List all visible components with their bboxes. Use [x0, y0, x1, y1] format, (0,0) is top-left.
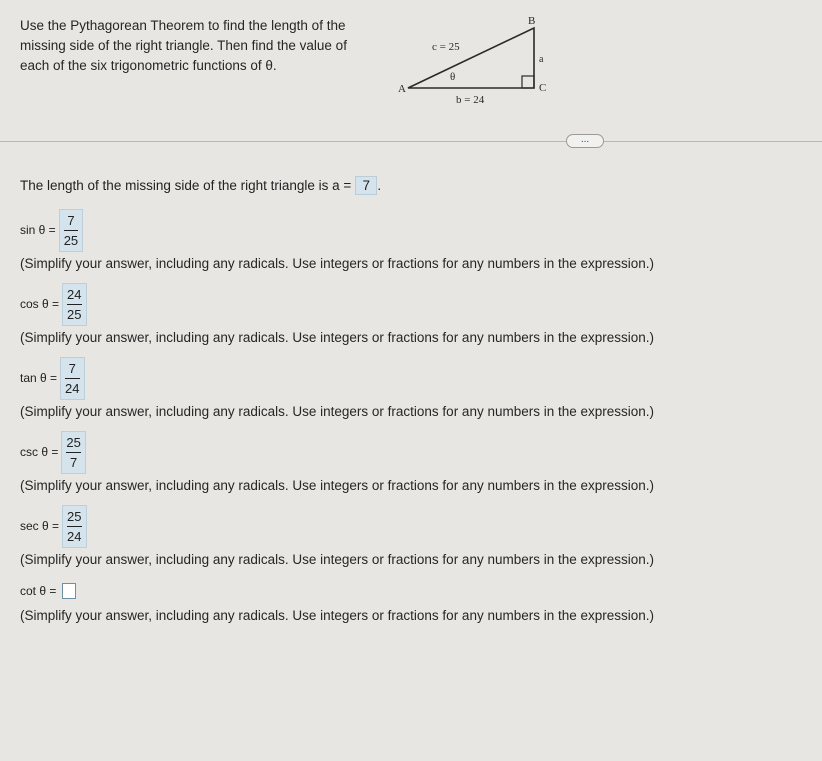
- cos-label: cos θ =: [20, 297, 60, 311]
- sec-row: [20, 504, 810, 570]
- adjacent-side-label: b = 24: [456, 94, 485, 106]
- sin-label: sin θ =: [20, 223, 56, 237]
- cot-row: [20, 578, 810, 626]
- sin-hint: (Simplify your answer, including any radicals. Use integers or fractions for any numbers in the expression.): [20, 256, 655, 271]
- cos-denominator: 25: [67, 306, 82, 322]
- answer-area: [20, 170, 810, 626]
- fraction-bar: [64, 230, 78, 231]
- cos-row: [20, 282, 810, 348]
- sec-numerator: 25: [67, 508, 82, 524]
- sec-answer[interactable]: [62, 505, 86, 548]
- vertex-b-label: B: [528, 15, 536, 27]
- more-button[interactable]: ...: [566, 134, 604, 148]
- cos-numerator: 24: [67, 286, 82, 302]
- cot-hint: (Simplify your answer, including any radicals. Use integers or fractions for any numbers in the expression.): [20, 608, 655, 623]
- csc-denominator: 7: [69, 454, 78, 470]
- problem-line-2: missing side of the right triangle. Then find the value of: [20, 38, 347, 53]
- sec-denominator: 24: [67, 528, 82, 544]
- right-triangle-diagram: [396, 10, 556, 110]
- missing-side-suffix: .: [377, 177, 382, 193]
- fraction-bar: [67, 304, 81, 305]
- missing-side-answer[interactable]: 7: [355, 176, 377, 195]
- cos-hint: (Simplify your answer, including any radicals. Use integers or fractions for any numbers in the expression.): [20, 330, 655, 345]
- sin-denominator: 25: [63, 232, 79, 248]
- opposite-side-label: a: [539, 54, 544, 65]
- sin-numerator: 7: [67, 212, 75, 228]
- tan-row: [20, 356, 810, 422]
- right-angle-marker: [522, 76, 534, 88]
- problem-line-1: Use the Pythagorean Theorem to find the length of the: [20, 18, 346, 33]
- vertex-a-label: A: [398, 83, 406, 95]
- cot-answer-input[interactable]: [62, 583, 76, 599]
- sin-answer[interactable]: [59, 209, 83, 252]
- tan-answer[interactable]: [60, 357, 84, 400]
- section-divider: [0, 141, 822, 142]
- sec-label: sec θ =: [20, 519, 60, 533]
- tan-numerator: 7: [68, 360, 76, 376]
- fraction-bar: [67, 526, 81, 527]
- missing-side-sentence: [20, 170, 810, 200]
- tan-hint: (Simplify your answer, including any radicals. Use integers or fractions for any numbers in the expression.): [20, 404, 655, 419]
- problem-statement: [20, 16, 370, 76]
- cos-answer[interactable]: [62, 283, 86, 326]
- sec-hint: (Simplify your answer, including any radicals. Use integers or fractions for any numbers in the expression.): [20, 552, 655, 567]
- csc-answer[interactable]: [61, 431, 85, 474]
- missing-side-prefix: The length of the missing side of the right triangle is a =: [20, 177, 352, 193]
- triangle-shape: [408, 28, 534, 88]
- angle-theta-label: θ: [450, 71, 456, 83]
- tan-label: tan θ =: [20, 371, 58, 385]
- sin-row: [20, 208, 810, 274]
- problem-line-3: each of the six trigonometric functions of θ.: [20, 58, 277, 73]
- cot-label: cot θ =: [20, 584, 57, 598]
- fraction-bar: [65, 378, 79, 379]
- vertex-c-label: C: [539, 82, 547, 94]
- csc-hint: (Simplify your answer, including any radicals. Use integers or fractions for any numbers in the expression.): [20, 478, 655, 493]
- csc-label: csc θ =: [20, 445, 59, 459]
- csc-numerator: 25: [66, 434, 81, 450]
- fraction-bar: [66, 452, 80, 453]
- csc-row: [20, 430, 810, 496]
- hypotenuse-label: c = 25: [432, 41, 460, 53]
- tan-denominator: 24: [65, 380, 80, 396]
